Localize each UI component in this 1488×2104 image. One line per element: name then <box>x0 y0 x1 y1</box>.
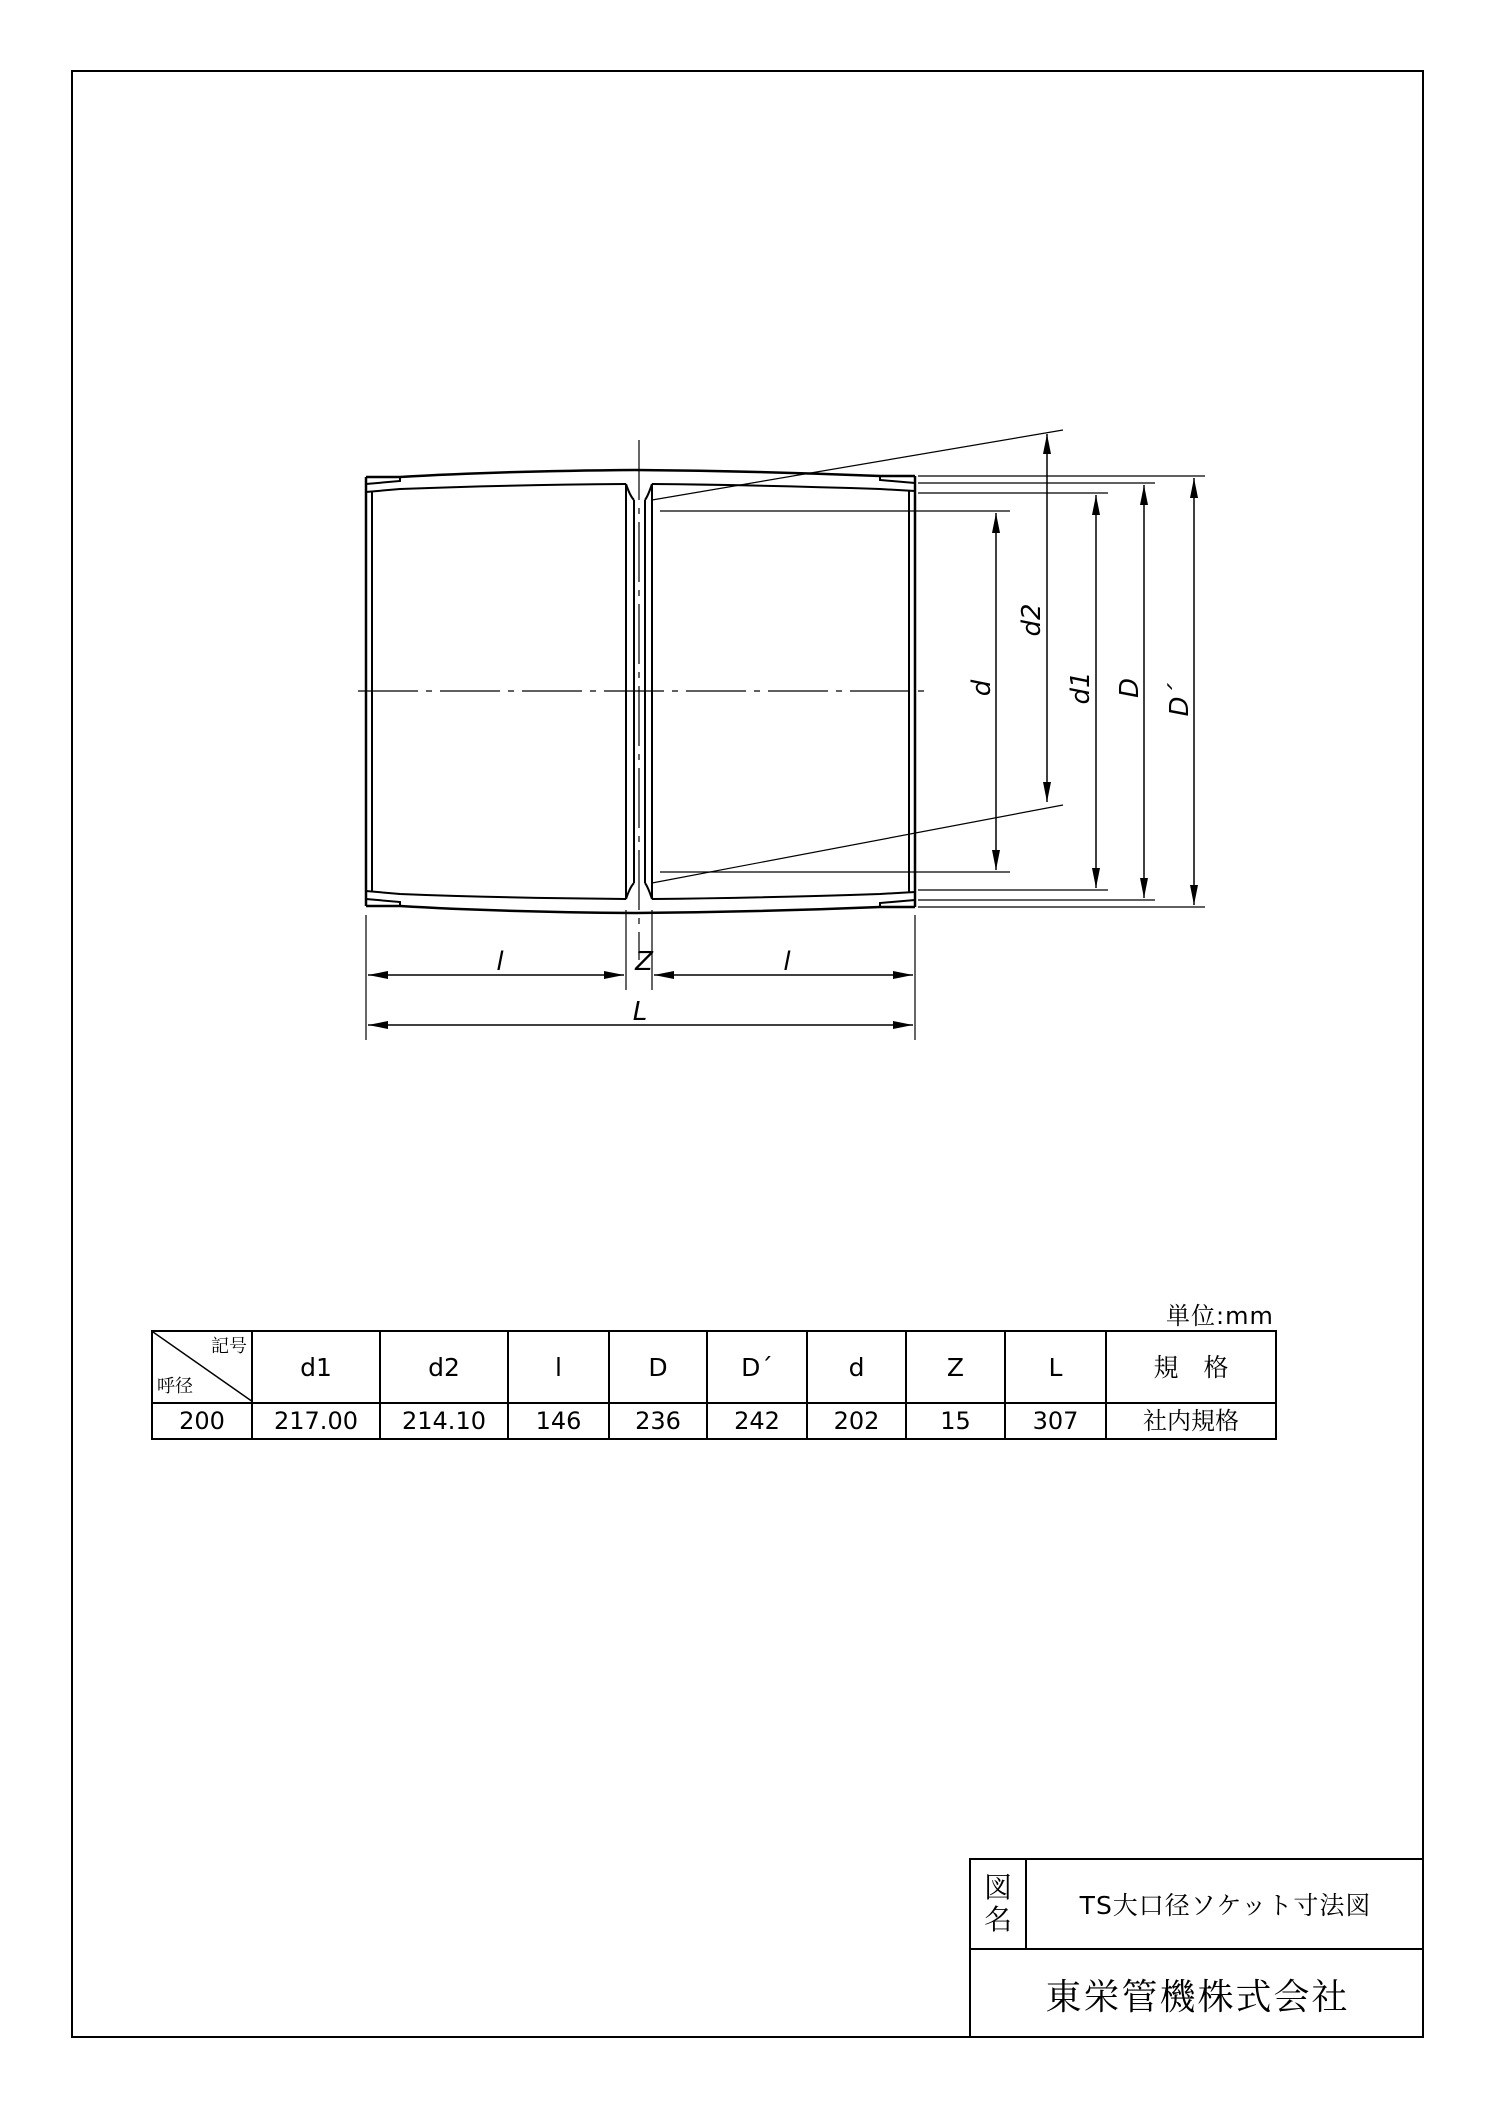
header-D-prime: D´ <box>707 1331 807 1403</box>
header-standard: 規 格 <box>1106 1331 1276 1403</box>
corner-bottom-label: 呼径 <box>157 1376 193 1397</box>
socket-bottom-inner <box>366 891 915 899</box>
drawing-name-label: 図 名 <box>971 1860 1027 1950</box>
label-D: D <box>1115 677 1145 699</box>
cell-d: 202 <box>807 1403 906 1439</box>
spec-table <box>151 1330 1277 1440</box>
title-block <box>969 1858 1424 2038</box>
taper-line-top <box>652 430 1063 500</box>
label-D-prime: D´ <box>1165 683 1195 717</box>
socket-top-inner <box>366 484 915 492</box>
taper-line-bottom <box>652 805 1063 883</box>
cell-D: 236 <box>609 1403 707 1439</box>
label-d1: d1 <box>1066 671 1096 705</box>
cell-L: 307 <box>1005 1403 1106 1439</box>
cell-D-prime: 242 <box>707 1403 807 1439</box>
label-d: d <box>967 679 997 697</box>
header-l: l <box>508 1331 609 1403</box>
table-header-row <box>152 1331 1276 1403</box>
cell-l: 146 <box>508 1403 609 1439</box>
header-L: L <box>1005 1331 1106 1403</box>
socket-top-edge <box>366 470 915 477</box>
unit-label: 単位:mm <box>1166 1302 1274 1330</box>
drawing-title: TS大口径ソケット寸法図 <box>1027 1860 1424 1950</box>
label-l-left: l <box>496 947 504 977</box>
header-d: d <box>807 1331 906 1403</box>
cell-d2: 214.10 <box>380 1403 508 1439</box>
cell-Z: 15 <box>906 1403 1005 1439</box>
header-D: D <box>609 1331 707 1403</box>
cell-d1: 217.00 <box>252 1403 380 1439</box>
corner-top-label: 記号 <box>211 1336 247 1357</box>
header-d1: d1 <box>252 1331 380 1403</box>
cell-nominal: 200 <box>152 1403 252 1439</box>
label-d2: d2 <box>1017 603 1047 637</box>
label-l-right: l <box>783 947 791 977</box>
table-row <box>152 1403 1276 1439</box>
corner-cell <box>152 1331 252 1403</box>
company-name: 東栄管機株式会社 <box>1045 1976 1350 2018</box>
header-d2: d2 <box>380 1331 508 1403</box>
label-z: Z <box>635 947 653 977</box>
label-L: L <box>632 997 648 1027</box>
cell-standard: 社内規格 <box>1106 1403 1276 1439</box>
socket-bottom-edge <box>366 906 915 913</box>
header-Z: Z <box>906 1331 1005 1403</box>
